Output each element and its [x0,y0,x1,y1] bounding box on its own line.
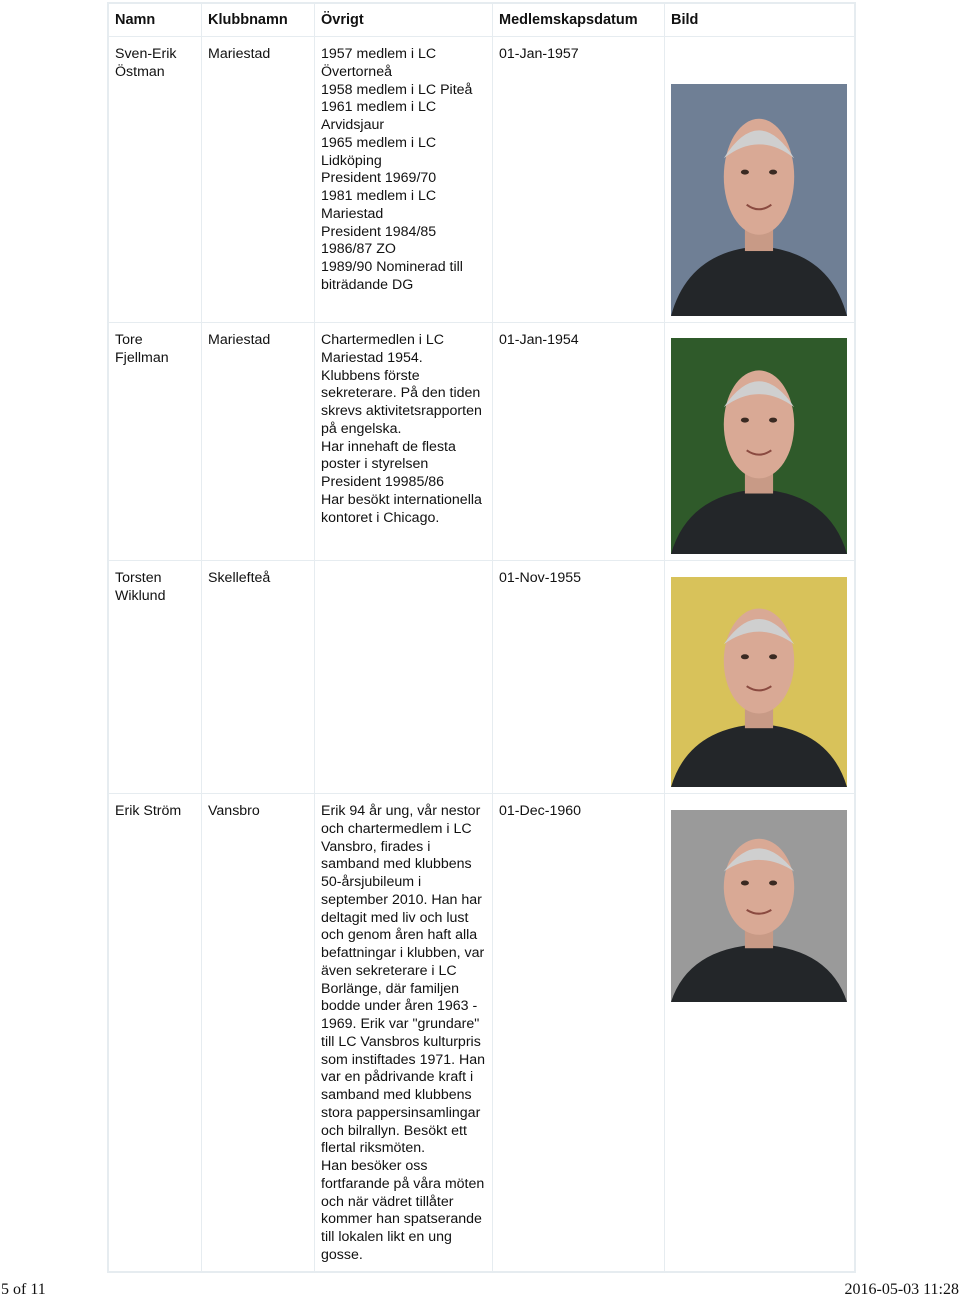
member-club: Vansbro [202,794,315,1271]
notes-line: Han besöker oss [321,1158,428,1174]
notes-line: biträdande DG [321,276,414,293]
member-date: 01-Dec-1960 [493,794,665,1271]
portrait-photo [671,577,847,787]
member-club: Skellefteå [202,561,315,794]
member-club: Mariestad [202,323,315,561]
notes-line: 1965 medlem i LC [321,134,437,151]
member-name: Sven-Erik Östman [109,37,202,323]
notes-line: Vansbro, firades i [321,838,431,855]
page-number: 5 of 11 [1,1281,46,1298]
notes-line: och genom åren haft alla [321,927,478,944]
notes-line: och när vädret tillåter [321,1193,454,1210]
members-sheet [107,2,852,1273]
member-notes [315,37,493,323]
member-photo-cell [665,794,854,1271]
notes-line: var en pådrivande kraft i [321,1069,474,1086]
table-row [109,561,854,794]
portrait-photo [671,84,847,316]
notes-line: bodde under åren 1963 - [321,998,478,1015]
notes-line: kommer han spatserande [321,1211,482,1228]
notes-line: poster i styrelsen [321,456,429,473]
notes-line: flertal riksmöten. [321,1140,426,1157]
notes-line: till lokalen likt en ung [321,1229,452,1245]
notes-line: President 1984/85 [321,223,437,240]
notes-line: samband med klubbens [321,856,472,873]
header-row [109,2,854,37]
member-notes [315,794,493,1271]
notes-line: fortfarande på våra möten [321,1175,485,1192]
notes-line: stora pappersinsamlingar [321,1104,481,1121]
notes-line: även sekreterare i LC [321,962,457,979]
notes-line: Arvidsjaur [321,117,385,133]
notes-line: Har besökt internationella [321,491,482,508]
notes-line: 1961 medlem i LC [321,99,437,116]
notes-line: Chartermedlen i LC [321,332,445,348]
member-photo-cell [665,37,854,323]
member-club: Mariestad [202,37,315,323]
print-timestamp: 2016-05-03 11:28 [844,1281,959,1298]
notes-line: Borlänge, där familjen [321,980,460,997]
notes-line: kontoret i Chicago. [321,509,440,526]
table-row [109,794,854,1271]
table-row [109,323,854,561]
member-date: 01-Jan-1957 [493,37,665,323]
header-medlemskapsdatum: Medlemskapsdatum [493,2,665,37]
notes-line: Mariestad [321,205,384,222]
notes-line: befattningar i klubben, var [321,945,485,961]
notes-line: 1981 medlem i LC [321,188,437,204]
notes-line: President 19985/86 [321,474,445,490]
members-table [107,2,856,1273]
member-name: Erik Ström [109,794,202,1271]
notes-line: 50-årsjubileum i [321,874,422,890]
member-notes [315,323,493,561]
member-photo-cell [665,561,854,794]
notes-line: deltagit med liv och lust [321,909,469,926]
header-bild: Bild [665,2,854,37]
notes-line: Övertorneå [321,63,392,80]
header-ovrigt: Övrigt [315,2,493,37]
header-klubbnamn: Klubbnamn [202,2,315,37]
notes-line: sekreterare. På den tiden [321,385,481,402]
member-notes [315,561,493,794]
notes-line: Har innehaft de flesta [321,438,456,455]
portrait-photo [671,338,847,554]
notes-line: och bilrallyn. Besökt ett [321,1122,467,1139]
notes-line: 1969. Erik var "grundare" [321,1016,480,1032]
notes-line: samband med klubbens [321,1087,472,1103]
table-row [109,37,854,323]
notes-line: President 1969/70 [321,170,437,187]
notes-line: gosse. [321,1246,363,1263]
notes-line: 1957 medlem i LC [321,46,437,62]
notes-line: Erik 94 år ung, vår nestor [321,803,481,819]
portrait-photo [671,810,847,1002]
notes-line: september 2010. Han har [321,891,482,908]
notes-line: och chartermedlem i LC [321,820,472,837]
notes-line: skrevs aktivitetsrapporten [321,403,482,419]
notes-line: 1989/90 Nominerad till [321,259,463,275]
header-namn: Namn [109,2,202,37]
notes-line: som instiftades 1971. Han [321,1051,486,1068]
notes-line: Klubbens förste [321,367,420,384]
member-photo-cell [665,323,854,561]
member-name: Tore Fjellman [109,323,202,561]
notes-line: Mariestad 1954. [321,349,423,366]
member-date: 01-Nov-1955 [493,561,665,794]
notes-line: 1986/87 ZO [321,241,396,258]
member-name: Torsten Wiklund [109,561,202,794]
member-date: 01-Jan-1954 [493,323,665,561]
notes-line: 1958 medlem i LC Piteå [321,81,473,98]
notes-line: Lidköping [321,152,382,169]
notes-line: till LC Vansbros kulturpris [321,1033,481,1050]
notes-line: på engelska. [321,420,402,437]
